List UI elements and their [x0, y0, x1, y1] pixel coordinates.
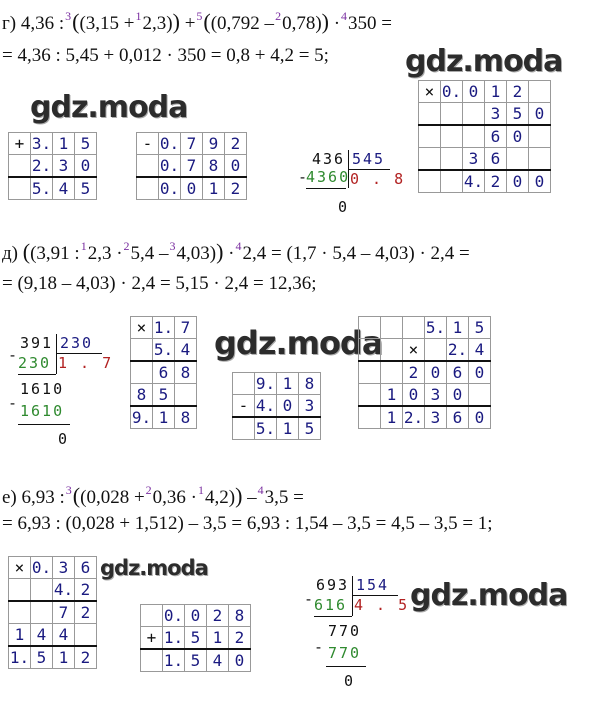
watermark: gdz.moda — [405, 44, 563, 79]
watermark: gdz.moda — [214, 324, 383, 362]
long-division: 436 545 - 4360 0 . 8 0 — [298, 150, 406, 216]
multiplication-grid: 5. 1 5 × 2. 4 2 0 6 0 1 0 3 0 1 2. 3 6 0 — [358, 316, 491, 429]
multiplication-grid: × 1. 7 5. 4 6 8 8 5 9. 1 8 — [130, 316, 197, 429]
part-g-expression: г) 4,36 :$^3$((3,15 +$^1$2,3)) +$^5$((0,792 –$^2$0,78)) ·$^4$350 = — [2, 9, 393, 34]
part-d-expression: д) ((3,91 :$^1$2,3 ·$^2$5,4 –$^3$4,03)) ·$^4$2,4 = (1,7 · 5,4 – 4,03) · 2,4 = — [2, 239, 470, 264]
watermark: gdz.moda — [100, 556, 208, 580]
part-e-expression: е) 6,93 :$^3$((0,028 +$^2$0,36 ·$^1$4,2)) –$^4$3,5 = — [2, 483, 304, 508]
multiplication-grid: × 0. 0 1 2 3 5 0 6 0 3 6 4. 2 0 0 — [418, 80, 551, 193]
watermark: gdz.moda — [30, 90, 188, 125]
addition-grid: + 3. 1 5 2. 3 0 5. 4 5 — [8, 132, 97, 200]
subtraction-grid: - 0. 7 9 2 0. 7 8 0 0. 0 1 2 — [136, 132, 247, 200]
addition-grid: 0. 0 2 8 + 1. 5 1 2 1. 5 4 0 — [140, 604, 251, 672]
part-g-result: = 4,36 : 5,45 + 0,012 · 350 = 0,8 + 4,2 = 5; — [2, 45, 329, 66]
subtraction-grid: 9. 1 8 - 4. 0 3 5. 1 5 — [232, 372, 321, 440]
part-d-result: = (9,18 – 4,03) · 2,4 = 5,15 · 2,4 = 12,36; — [2, 273, 317, 294]
watermark: gdz.moda — [410, 578, 568, 613]
part-e-result: = 6,93 : (0,028 + 1,512) – 3,5 = 6,93 : 1,54 – 3,5 = 4,5 – 3,5 = 1; — [2, 513, 493, 534]
long-division: 391 230 - 230 1 . 7 1610 - 1610 0 — [8, 334, 114, 448]
multiplication-grid: × 0. 3 6 4. 2 7 2 1 4 4 1. 5 1 2 — [8, 556, 97, 669]
long-division: 693 154 - 616 4 . 5 770 - 770 0 — [304, 576, 410, 690]
